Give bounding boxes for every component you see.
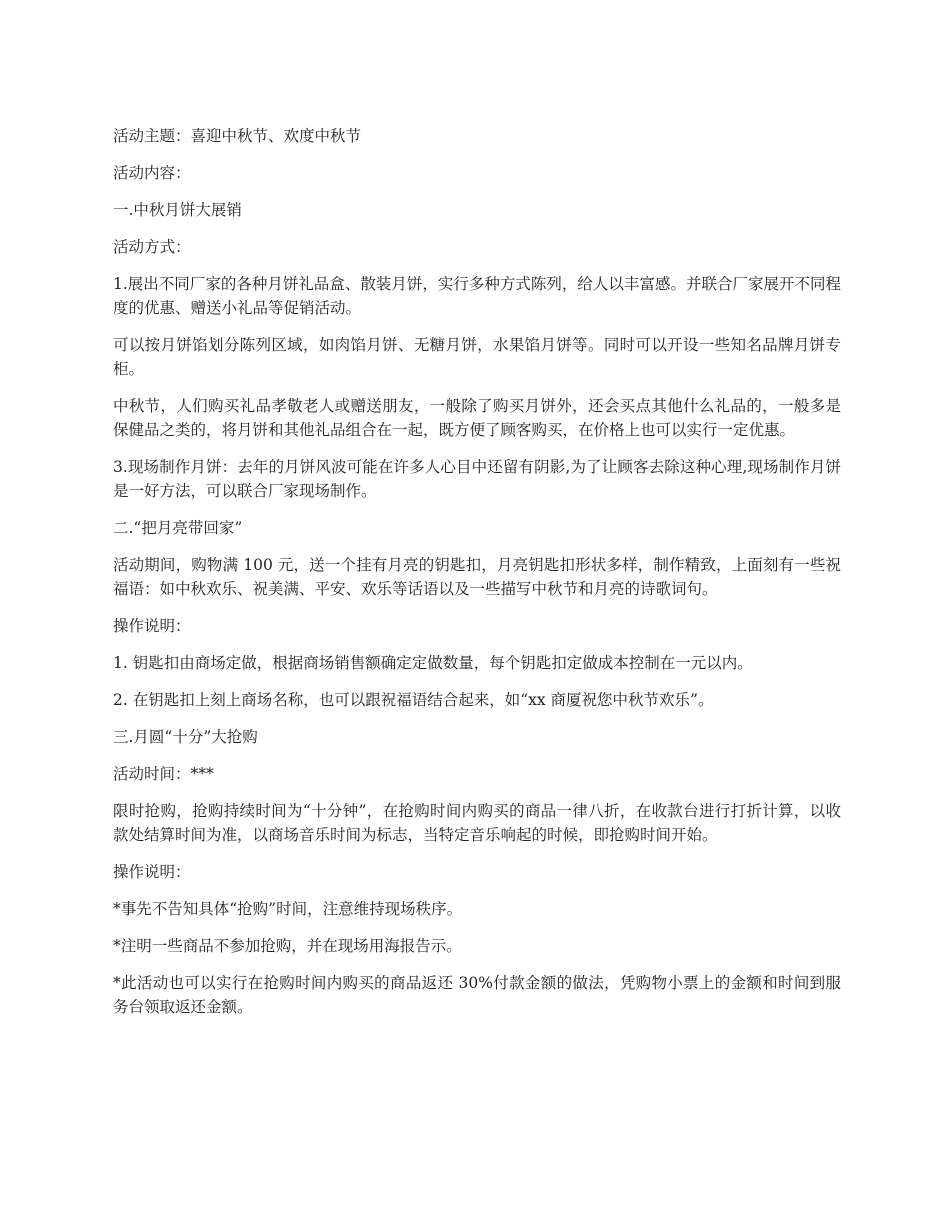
list-item: *事先不告知具体“抢购”时间，注意维持现场秩序。 xyxy=(113,900,463,918)
operation-notes-heading: 操作说明： xyxy=(113,863,191,881)
body-paragraph: 3.现场制作月饼：去年的月饼风波可能在许多人心目中还留有阴影,为了让顾客去除这种心理,现场制作月饼是一好方法，可以联合厂家现场制作。 xyxy=(113,458,841,500)
activity-method-heading: 活动方式： xyxy=(113,238,191,256)
body-paragraph: 1.展出不同厂家的各种月饼礼品盒、散装月饼，实行多种方式陈列，给人以丰富感。并联合厂家展开不同程度的优惠、赠送小礼品等促销活动。 xyxy=(113,275,841,317)
body-paragraph: 限时抢购，抢购持续时间为“十分钟”，在抢购时间内购买的商品一律八折，在收款台进行打折计算，以收款处结算时间为准，以商场音乐时间为标志，当特定音乐响起的时候，即抢购时间开始。 xyxy=(113,802,841,844)
section-3-heading: 三.月圆“十分”大抢购 xyxy=(113,728,258,746)
list-item: 1. 钥匙扣由商场定做，根据商场销售额确定定做数量，每个钥匙扣定做成本控制在一元以内。 xyxy=(113,654,753,672)
body-paragraph: 中秋节，人们购买礼品孝敬老人或赠送朋友，一般除了购买月饼外，还会买点其他什么礼品的，一般多是保健品之类的，将月饼和其他礼品组合在一起，既方便了顾客购买，在价格上也可以实行一定优惠。 xyxy=(113,397,841,439)
activity-content-heading: 活动内容： xyxy=(113,164,191,182)
body-paragraph: 可以按月饼馅划分陈列区域，如肉馅月饼、无糖月饼，水果馅月饼等。同时可以开设一些知名品牌月饼专柜。 xyxy=(113,336,841,378)
list-item: *注明一些商品不参加抢购，并在现场用海报告示。 xyxy=(113,937,462,955)
list-item: *此活动也可以实行在抢购时间内购买的商品返还 30%付款金额的做法，凭购物小票上的金额和时间到服务台领取返还金额。 xyxy=(113,974,841,1016)
operation-notes-heading: 操作说明： xyxy=(113,617,191,635)
section-1-heading: 一.中秋月饼大展销 xyxy=(113,201,242,219)
section-2-heading: 二.“把月亮带回家” xyxy=(113,519,243,537)
activity-time: 活动时间：*** xyxy=(113,765,214,783)
list-item: 2. 在钥匙扣上刻上商场名称，也可以跟祝福语结合起来，如“xx 商厦祝您中秋节欢乐”。 xyxy=(113,691,714,709)
body-paragraph: 活动期间，购物满 100 元，送一个挂有月亮的钥匙扣，月亮钥匙扣形状多样，制作精致，上面刻有一些祝福语：如中秋欢乐、祝美满、平安、欢乐等话语以及一些描写中秋节和月亮的诗歌词句。 xyxy=(113,556,841,598)
activity-theme: 活动主题：喜迎中秋节、欢度中秋节 xyxy=(113,127,362,145)
document-body xyxy=(113,124,841,1032)
